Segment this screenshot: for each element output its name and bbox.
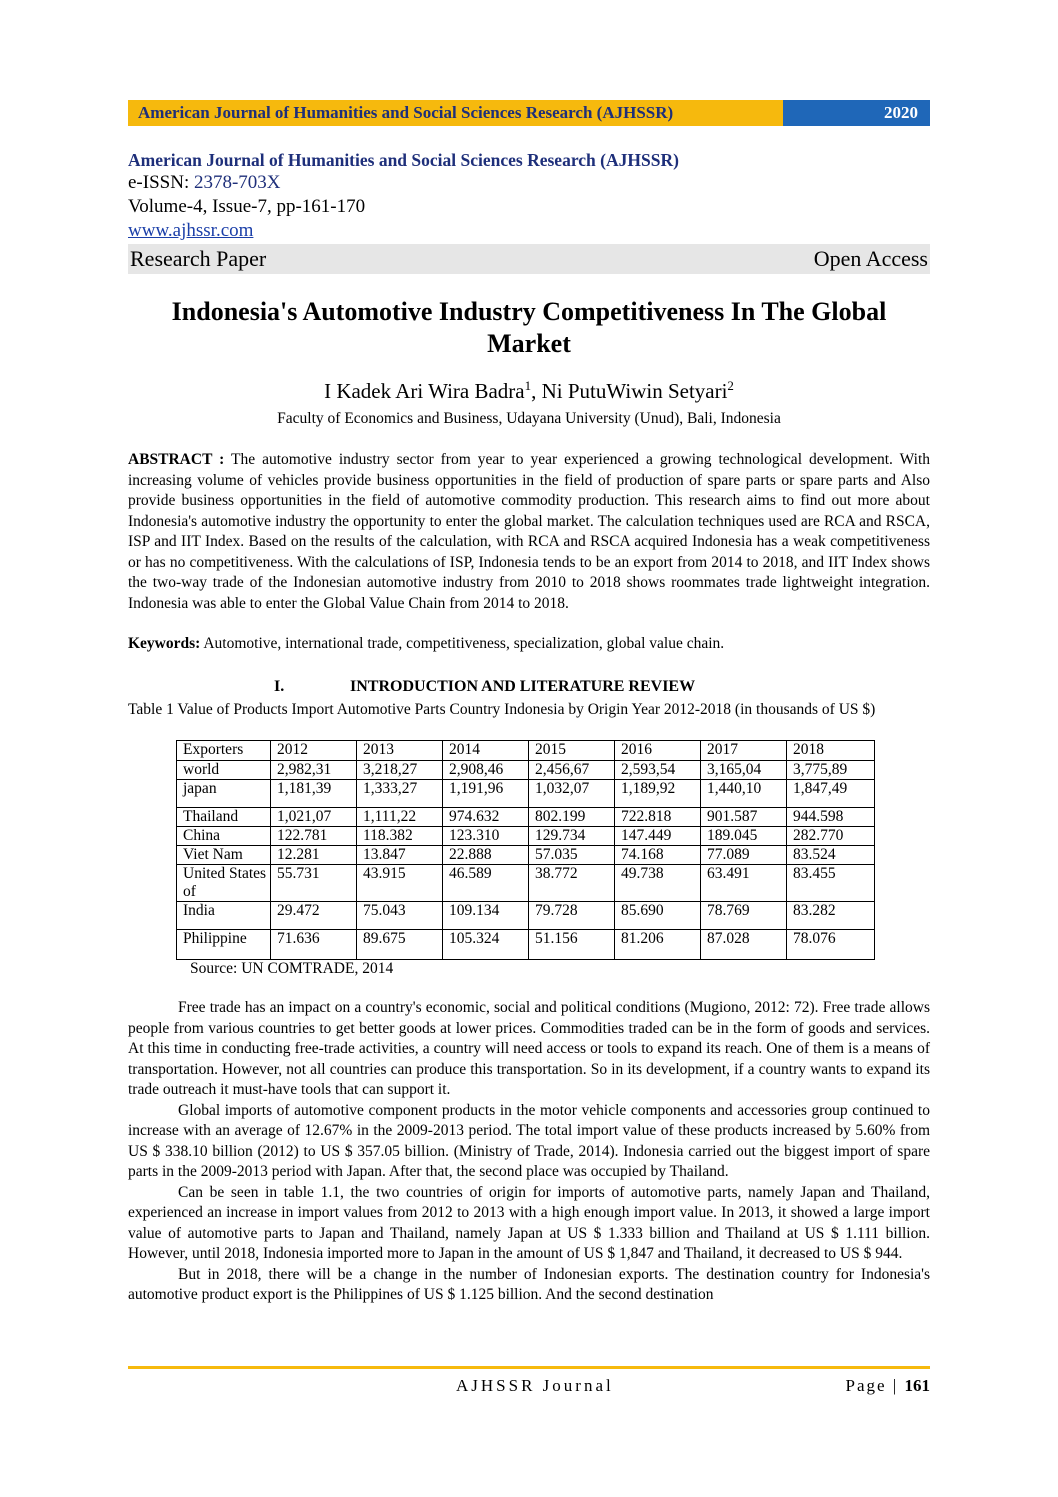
- table-header-cell: 2012: [271, 741, 357, 761]
- abstract-text: The automotive industry sector from year to year experienced a growing technological development. With increasing volume of vehicles provide business opportunities in the field of production of spare parts or spare parts and Also provide business opportunities in the field of automotive commodity production. This research aims to find out more about Indonesia's automotive industry the opportunity to enter the global market. The calculation techniques used are RCA and RSCA, ISP and IIT Index. Based on the results of the calculation, with RCA and RSCA acquired Indonesia has a weak competitiveness or has no competitiveness. With the calculations of ISP, Indonesia tends to be an export from 2014 to 2018, and IIT Index shows the two-way trade of the Indonesian automotive industry from 2010 to 2018 shows roommates trade lightweight integration. Indonesia was able to enter the Global Value Chain from 2014 to 2018.: [128, 451, 931, 612]
- table-cell: 1,032,07: [529, 780, 615, 808]
- table-cell: 75.043: [357, 902, 443, 930]
- table-cell: 29.472: [271, 902, 357, 930]
- footer-rule: [128, 1366, 930, 1369]
- table-cell: Philippine: [177, 930, 271, 960]
- table-cell: 74.168: [615, 846, 701, 865]
- table-cell: 43.915: [357, 865, 443, 902]
- table-cell: 282.770: [787, 827, 875, 846]
- table-header-cell: 2015: [529, 741, 615, 761]
- table-cell: 57.035: [529, 846, 615, 865]
- table-cell: United States of: [177, 865, 271, 902]
- footer-page-label: Page |: [845, 1376, 905, 1395]
- table-cell: 1,021,07: [271, 808, 357, 827]
- table-cell: 83.455: [787, 865, 875, 902]
- table-header-cell: 2014: [443, 741, 529, 761]
- website-link[interactable]: www.ajhssr.com: [128, 220, 254, 241]
- access-type: Open Access: [813, 246, 928, 271]
- table-cell: 77.089: [701, 846, 787, 865]
- table-source: Source: UN COMTRADE, 2014: [190, 960, 394, 977]
- author-1-sup: 1: [524, 378, 532, 393]
- header-year: 2020: [783, 100, 930, 126]
- table-cell: India: [177, 902, 271, 930]
- table-row: [177, 930, 875, 960]
- paragraph: Global imports of automotive component products in the motor vehicle components and accessories group continued to increase with an average of 12.67% in the 2009-2013 period. The total import value of these products increased by 5.60% from US $ 338.10 billion (2012) to US $ 357.05 billion. (Ministry of Trade, 2014). Indonesia carried out the biggest import of spare parts in the 2009-2013 period with Japan. After that, the second place was occupied by Thailand.: [128, 1101, 930, 1180]
- table-cell: 3,165,04: [701, 761, 787, 780]
- keywords-text: Automotive, international trade, competitiveness, specialization, global value chain.: [200, 635, 725, 652]
- table-row: [177, 827, 875, 846]
- table-row: [177, 808, 875, 827]
- table-cell: 22.888: [443, 846, 529, 865]
- table-cell: 79.728: [529, 902, 615, 930]
- table-cell: 78.769: [701, 902, 787, 930]
- table-cell: 147.449: [615, 827, 701, 846]
- table-cell: 1,181,39: [271, 780, 357, 808]
- table-cell: 83.282: [787, 902, 875, 930]
- author-1: I Kadek Ari Wira Badra: [324, 379, 525, 403]
- footer-journal: AJHSSR Journal: [456, 1376, 614, 1395]
- table-cell: 1,189,92: [615, 780, 701, 808]
- table-cell: 944.598: [787, 808, 875, 827]
- table-cell: China: [177, 827, 271, 846]
- table-cell: 105.324: [443, 930, 529, 960]
- table-cell: 81.206: [615, 930, 701, 960]
- table-cell: world: [177, 761, 271, 780]
- table-cell: 49.738: [615, 865, 701, 902]
- table-caption: Table 1 Value of Products Import Automotive Parts Country Indonesia by Origin Year 2012-2018 (in thousands of US $): [128, 701, 876, 718]
- abstract-label: ABSTRACT :: [128, 451, 225, 468]
- issn-label: e-ISSN:: [128, 172, 194, 193]
- table-cell: 129.734: [529, 827, 615, 846]
- paragraph: Free trade has an impact on a country's economic, social and political conditions (Mugiono, 2012: 72). Free trade allows people from various countries to get better goods at lower prices. Commodities traded can be in the form of goods and services. At this time in conducting free-trade activities, a country will need access or tools to expand its reach. One of them is a means of transportation. However, not all countries can produce this transportation. So in its development, if a country wants to expand its trade outreach it must-have tools that can support it.: [128, 999, 930, 1098]
- table-cell: Thailand: [177, 808, 271, 827]
- paper-type: Research Paper: [130, 246, 267, 271]
- table-cell: 3,775,89: [787, 761, 875, 780]
- table-header-cell: 2017: [701, 741, 787, 761]
- section-title: INTRODUCTION AND LITERATURE REVIEW: [350, 678, 696, 695]
- table-header-row: [177, 741, 875, 761]
- keywords-label: Keywords:: [128, 635, 201, 652]
- table-cell: Viet Nam: [177, 846, 271, 865]
- issn-value: 2378-703X: [193, 172, 281, 193]
- table-cell: 71.636: [271, 930, 357, 960]
- table-header-cell: 2018: [787, 741, 875, 761]
- affiliation: Faculty of Economics and Business, Udayana University (Unud), Bali, Indonesia: [277, 410, 781, 427]
- section-number: I.: [274, 678, 285, 695]
- table-header-cell: 2016: [615, 741, 701, 761]
- keywords: [128, 634, 930, 654]
- author-separator: ,: [531, 379, 542, 403]
- authors: [128, 378, 930, 404]
- table-cell: 1,847,49: [787, 780, 875, 808]
- table-cell: 46.589: [443, 865, 529, 902]
- author-2: Ni PutuWiwin Setyari: [541, 379, 728, 403]
- journal-info: [128, 150, 930, 243]
- journal-name: American Journal of Humanities and Social Sciences Research (AJHSSR): [128, 150, 679, 170]
- table-cell: 89.675: [357, 930, 443, 960]
- paragraph: Can be seen in table 1.1, the two countries of origin for imports of automotive parts, namely Japan and Thailand, experienced an increase in import values from 2012 to 2013 with a high enough import value. In 2013, it showed a large import value of automotive parts to Japan and Thailand, namely Japan at US $ 1.333 billion and Thailand at US $ 1.111 billion. However, until 2018, Indonesia imported more to Japan in the amount of US $ 1,847 and Thailand, it decreased to US $ 944.: [128, 1183, 930, 1262]
- table-row: [177, 902, 875, 930]
- table-cell: 901.587: [701, 808, 787, 827]
- table-row: [177, 846, 875, 865]
- table-row: [177, 780, 875, 808]
- table-cell: 3,218,27: [357, 761, 443, 780]
- table-row: [177, 865, 875, 902]
- table-cell: 87.028: [701, 930, 787, 960]
- table-cell: 109.134: [443, 902, 529, 930]
- table-cell: 2,908,46: [443, 761, 529, 780]
- paper-title: Indonesia's Automotive Industry Competitiveness In The Global Market: [171, 297, 887, 358]
- table-row: [177, 761, 875, 780]
- table-cell: 12.281: [271, 846, 357, 865]
- table-cell: 2,982,31: [271, 761, 357, 780]
- table-cell: 189.045: [701, 827, 787, 846]
- table-cell: 1,111,22: [357, 808, 443, 827]
- issn-line: [128, 171, 930, 195]
- body-text: [128, 998, 930, 1306]
- table-cell: 2,593,54: [615, 761, 701, 780]
- table-cell: 118.382: [357, 827, 443, 846]
- table-cell: 83.524: [787, 846, 875, 865]
- table-cell: 51.156: [529, 930, 615, 960]
- paragraph: But in 2018, there will be a change in the number of Indonesian exports. The destination country for Indonesia's automotive product export is the Philippines of US $ 1.125 billion. And the second destination: [128, 1265, 930, 1303]
- table-cell: 974.632: [443, 808, 529, 827]
- table-header-cell: Exporters: [177, 741, 271, 761]
- table-cell: 1,440,10: [701, 780, 787, 808]
- running-header: [128, 100, 930, 126]
- table-cell: japan: [177, 780, 271, 808]
- table-cell: 722.818: [615, 808, 701, 827]
- author-2-sup: 2: [727, 378, 734, 393]
- table-cell: 123.310: [443, 827, 529, 846]
- table-cell: 13.847: [357, 846, 443, 865]
- table-cell: 1,333,27: [357, 780, 443, 808]
- table-cell: 85.690: [615, 902, 701, 930]
- header-journal-name: American Journal of Humanities and Social Sciences Research (AJHSSR): [128, 100, 783, 126]
- volume-line: Volume-4, Issue-7, pp-161-170: [128, 196, 366, 217]
- table-cell: 63.491: [701, 865, 787, 902]
- table-cell: 122.781: [271, 827, 357, 846]
- table-cell: 55.731: [271, 865, 357, 902]
- abstract: [128, 450, 930, 614]
- table-header-cell: 2013: [357, 741, 443, 761]
- table-cell: 78.076: [787, 930, 875, 960]
- import-table: [176, 740, 875, 960]
- table-cell: 38.772: [529, 865, 615, 902]
- footer-page: [846, 1376, 930, 1396]
- footer-page-number: 161: [904, 1376, 930, 1395]
- table-cell: 2,456,67: [529, 761, 615, 780]
- table-cell: 802.199: [529, 808, 615, 827]
- table-cell: 1,191,96: [443, 780, 529, 808]
- paper-type-bar: [128, 244, 930, 274]
